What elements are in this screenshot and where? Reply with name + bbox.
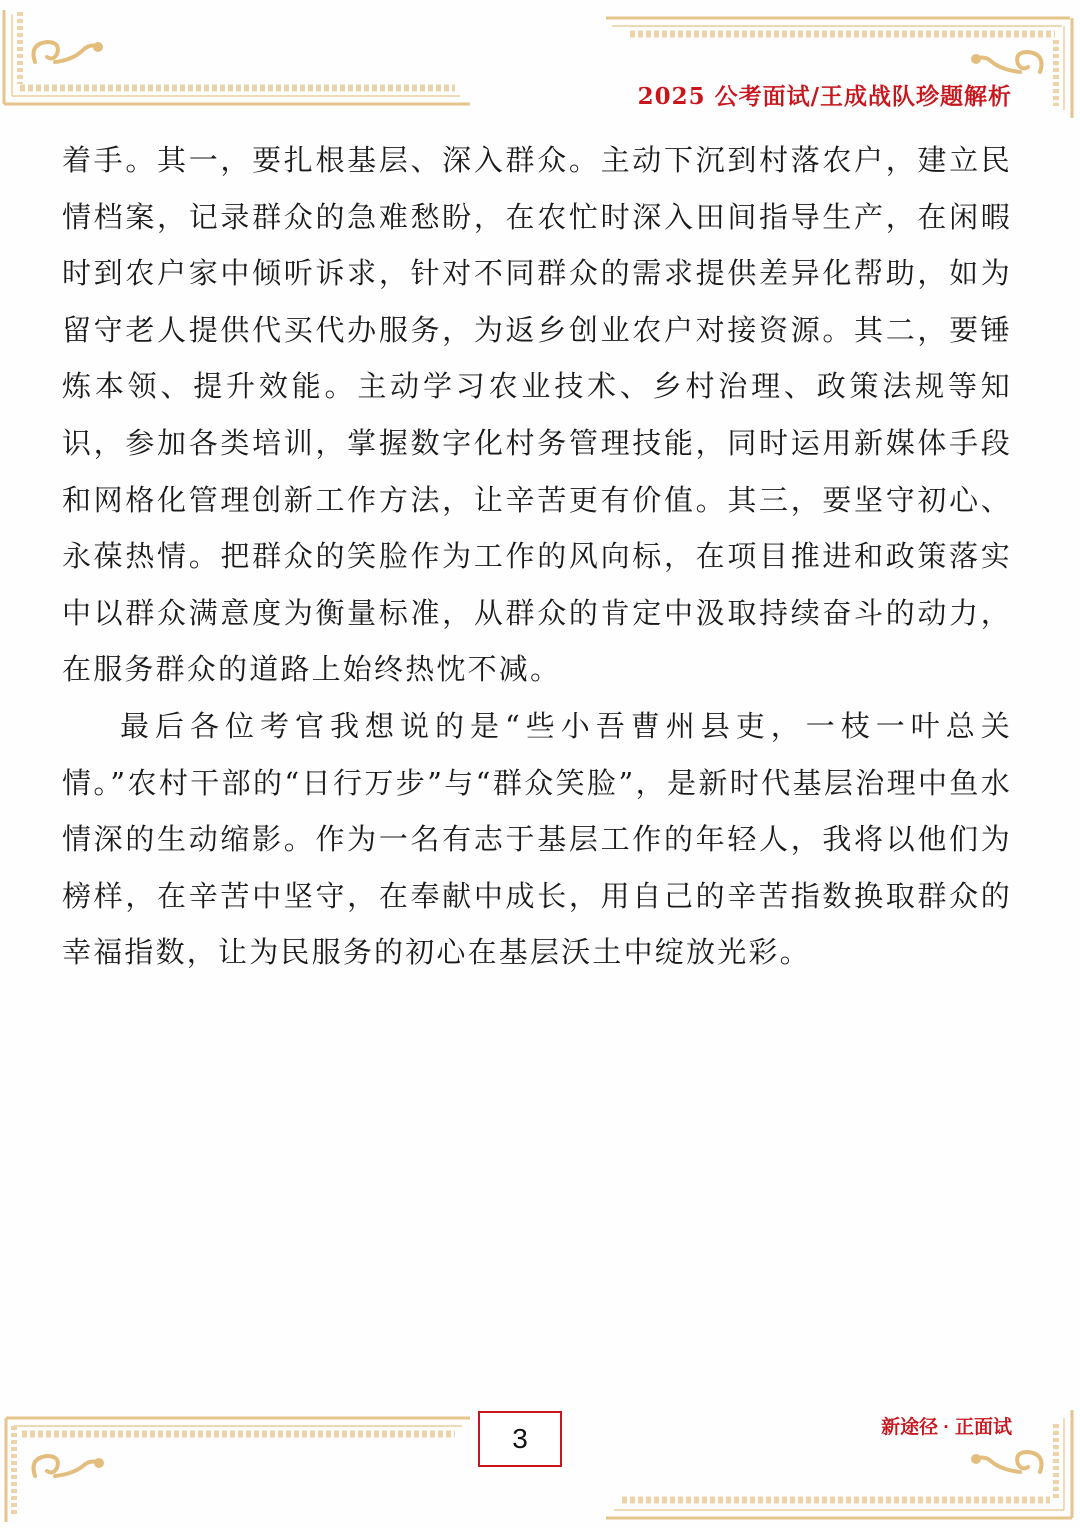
header-title: 2025 公考面试/王成战队珍题解析 bbox=[637, 83, 1012, 110]
cloud-scroll-icon bbox=[34, 42, 102, 62]
footer-brand: 新途径 · 正面试 bbox=[881, 1417, 1012, 1438]
cloud-scroll-icon bbox=[973, 1452, 1042, 1472]
footer-left-border-ornament bbox=[0, 1410, 480, 1528]
cloud-scroll-icon bbox=[973, 52, 1042, 72]
paragraph: 着手。其一，要扎根基层、深入群众。主动下沉到村落农户，建立民情档案，记录群众的急难愁盼，在农忙时深入田间指导生产，在闲暇时到农户家中倾听诉求，针对不同群众的需求提供差异化帮助，如为留守老人提供代买代办服务，为返乡创业农户对接资源。其二，要锤炼本领、提升效能。主动学习农业技术、乡村治理、政策法规等知识，参加各类培训，掌握数字化村务管理技能，同时运用新媒体手段和网格化管理创新工作方法，让辛苦更有价值。其三，要坚守初心、永葆热情。把群众的笑脸作为工作的风向标，在项目推进和政策落实中以群众满意度为衡量标准，从群众的肯定中汲取持续奋斗的动力，在服务群众的道路上始终热忱不减。 bbox=[62, 143, 1012, 687]
top-left-border-ornament bbox=[0, 0, 480, 110]
paragraph: 最后各位考官我想说的是“些小吾曹州县吏，一枝一叶总关情。”农村干部的“日行万步”与“群众笑脸”，是新时代基层治理中鱼水情深的生动缩影。作为一名有志于基层工作的年轻人，我将以他们为榜样，在辛苦中坚守，在奉献中成长，用自己的辛苦指数换取群众的幸福指数，让为民服务的初心在基层沃土中绽放光彩。 bbox=[62, 708, 1012, 970]
page-number: 3 bbox=[478, 1411, 562, 1467]
cloud-scroll-icon bbox=[34, 1456, 103, 1476]
body-content bbox=[62, 132, 1012, 981]
